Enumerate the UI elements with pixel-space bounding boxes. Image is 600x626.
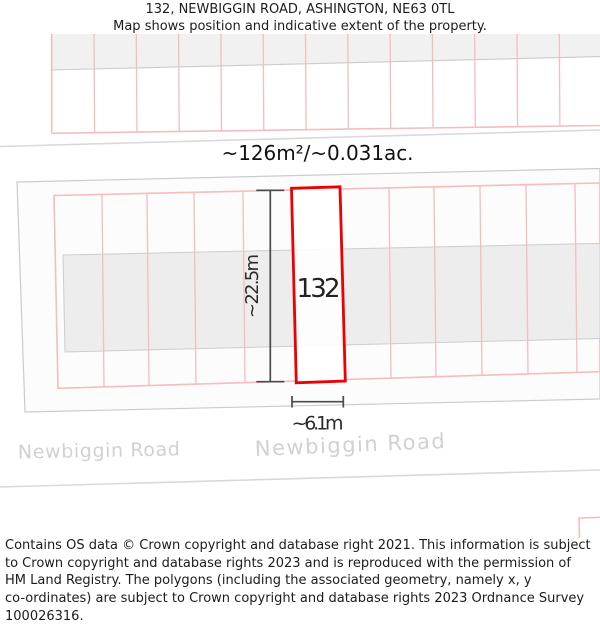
road-label-left: Newbiggin Road — [17, 438, 181, 464]
header — [0, 1, 600, 35]
area-label: ~126m²/~0.031ac. — [221, 141, 414, 165]
page-title: 132, NEWBIGGIN ROAD, ASHINGTON, NE63 0TL — [145, 2, 455, 17]
width-dimension-label: ~6.1m — [291, 412, 344, 435]
copyright-line: 100026316. — [5, 608, 84, 624]
copyright-text — [5, 537, 597, 626]
copyright-line: Contains OS data © Crown copyright and database right 2021. This information is subject — [5, 538, 591, 553]
copyright-line: HM Land Registry. The polygons (including the associated geometry, namely x, y — [5, 573, 532, 589]
height-dimension-label: ~22.5m — [242, 254, 263, 318]
road-line-lower — [0, 470, 600, 487]
copyright-line: to Crown copyright and database rights 2023 and is reproduced with the permission of — [5, 555, 571, 571]
parcel-strip-top — [52, 34, 600, 133]
copyright-line: co-ordinates) are subject to Crown copyright and database rights 2023 Ordnance Survey — [5, 591, 585, 607]
partial-parcel-bottom-right — [579, 517, 600, 538]
page-subtitle: Map shows position and indicative extent of the property. — [113, 19, 487, 34]
plot-number-label: 132 — [296, 274, 341, 304]
road-label-right: Newbiggin Road — [254, 429, 446, 461]
